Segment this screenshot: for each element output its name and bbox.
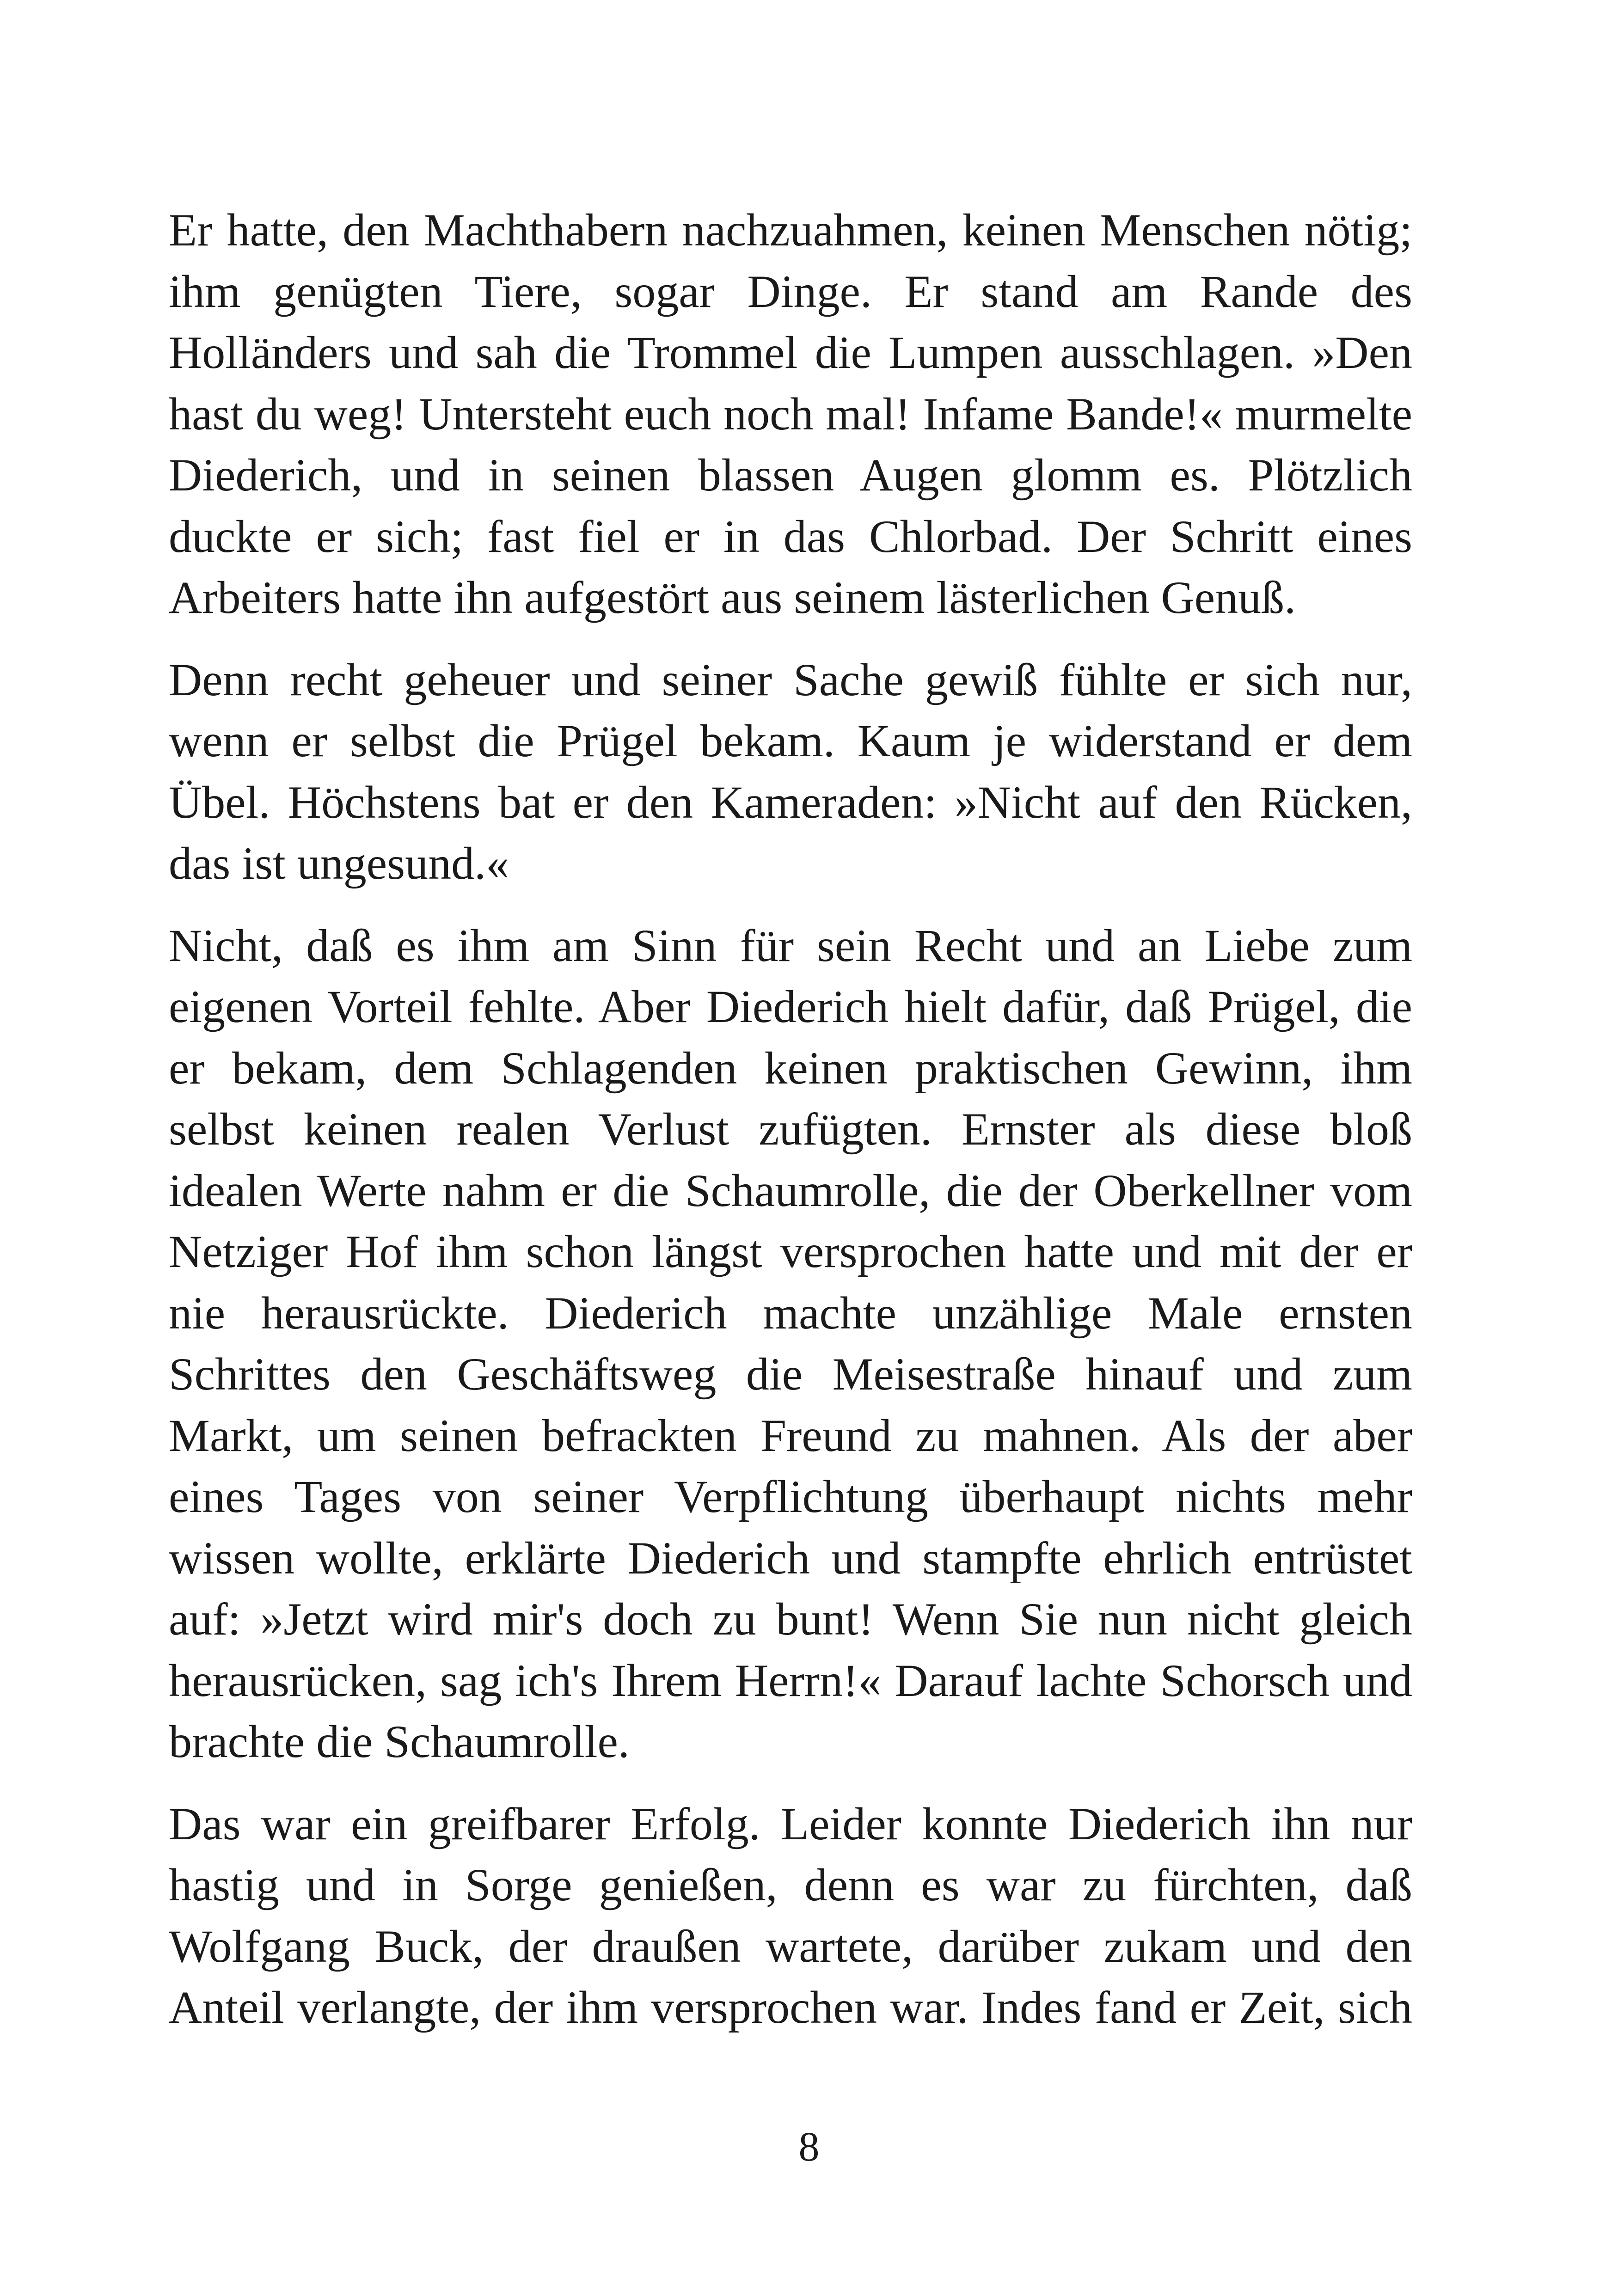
text-line: eines Tages von seiner Verpflichtung überhaupt nichts mehr	[169, 1471, 1412, 1522]
text-line: auf: »Jetzt wird mir's doch zu bunt! Wenn Sie nun nicht gleich	[169, 1593, 1412, 1645]
text-line: selbst keinen realen Verlust zufügten. Ernster als diese bloß	[169, 1103, 1412, 1155]
text-line: Das war ein greifbarer Erfolg. Leider konnte Diederich ihn nur	[169, 1798, 1412, 1849]
body-text	[169, 200, 1412, 2039]
text-line: hast du weg! Untersteht euch noch mal! Infame Bande!« murmelte	[169, 388, 1412, 440]
text-line: Markt, um seinen befrackten Freund zu mahnen. Als der aber	[169, 1409, 1412, 1461]
text-line: Nicht, daß es ihm am Sinn für sein Recht und an Liebe zum	[169, 919, 1412, 971]
text-line: das ist ungesund.«	[169, 838, 509, 889]
text-line: Übel. Höchstens bat er den Kameraden: »Nicht auf den Rücken,	[169, 776, 1412, 828]
text-line: wenn er selbst die Prügel bekam. Kaum je widerstand er dem	[169, 715, 1412, 766]
text-line: ihm genügten Tiere, sogar Dinge. Er stand am Rande des	[169, 265, 1412, 317]
paragraph-3	[169, 915, 1412, 1773]
text-line: nie herausrückte. Diederich machte unzählige Male ernsten	[169, 1287, 1412, 1339]
text-line: duckte er sich; fast fiel er in das Chlorbad. Der Schritt eines	[169, 510, 1412, 562]
text-line: Wolfgang Buck, der draußen wartete, darüber zukam und den	[169, 1920, 1412, 1972]
text-line: idealen Werte nahm er die Schaumrolle, die der Oberkellner vom	[169, 1164, 1412, 1216]
text-line: eigenen Vorteil fehlte. Aber Diederich hielt dafür, daß Prügel, die	[169, 981, 1412, 1032]
paragraph-2	[169, 649, 1412, 894]
text-line: Diederich, und in seinen blassen Augen glomm es. Plötzlich	[169, 449, 1412, 501]
text-line: Denn recht geheuer und seiner Sache gewiß fühlte er sich nur,	[169, 654, 1412, 705]
paragraph-4	[169, 1794, 1412, 2039]
text-line: brachte die Schaumrolle.	[169, 1716, 630, 1767]
text-line: herausrücken, sag ich's Ihrem Herrn!« Darauf lachte Schorsch und	[169, 1654, 1412, 1706]
text-line: Holländers und sah die Trommel die Lumpen ausschlagen. »Den	[169, 327, 1412, 378]
text-line: er bekam, dem Schlagenden keinen praktischen Gewinn, ihm	[169, 1042, 1412, 1094]
text-line: Schrittes den Geschäftsweg die Meisestraße hinauf und zum	[169, 1348, 1412, 1400]
text-line: Netziger Hof ihm schon längst versprochen hatte und mit der er	[169, 1226, 1412, 1277]
text-line: hastig und in Sorge genießen, denn es war zu fürchten, daß	[169, 1859, 1412, 1910]
paragraph-1	[169, 200, 1412, 629]
text-line: Er hatte, den Machthabern nachzuahmen, keinen Menschen nötig;	[169, 204, 1412, 256]
text-line: Arbeiters hatte ihn aufgestört aus seinem lästerlichen Genuß.	[169, 572, 1296, 623]
text-line: wissen wollte, erklärte Diederich und stampfte ehrlich entrüstet	[169, 1532, 1412, 1584]
text-line: Anteil verlangte, der ihm versprochen war. Indes fand er Zeit, sich	[169, 1982, 1412, 2033]
page-number: 8	[798, 2124, 820, 2170]
